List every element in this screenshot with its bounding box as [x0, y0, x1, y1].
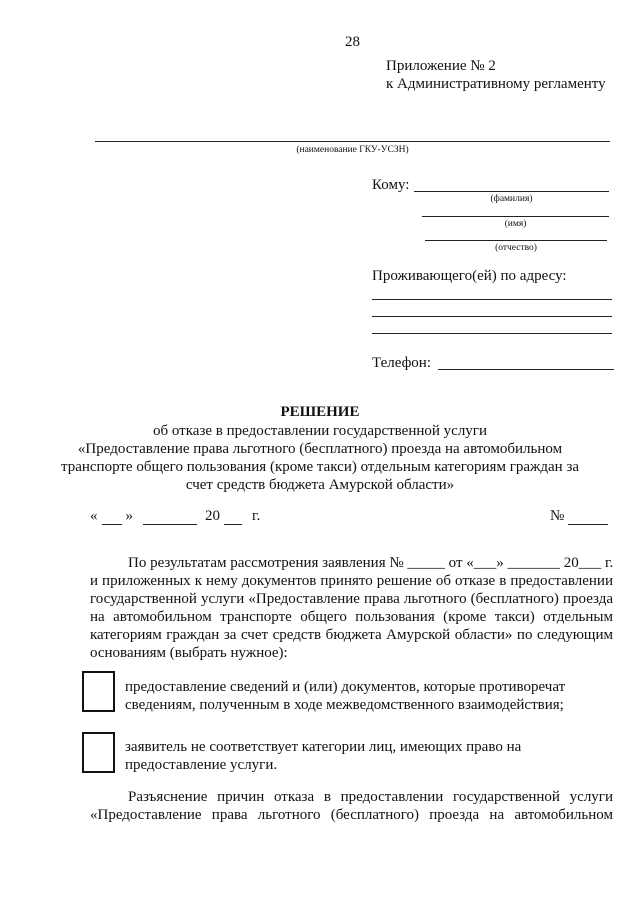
body-line-1: По результатам рассмотрения заявления № _____ от «___» _______ 20___ г. [128, 555, 614, 571]
to-label: Кому: [372, 177, 410, 193]
decision-number [550, 507, 608, 525]
org-name-caption: (наименование ГКУ-УСЗН) [296, 145, 409, 155]
option-2-checkbox[interactable] [82, 732, 115, 773]
patronymic-line[interactable] [425, 240, 607, 241]
decision-subtitle-4: счет средств бюджета Амурской области» [185, 477, 455, 493]
name-caption: (имя) [504, 219, 527, 229]
date-year-blank[interactable] [224, 511, 242, 525]
option-2-line-2: предоставление услуги. [125, 757, 278, 773]
address-line-2[interactable] [372, 316, 612, 317]
decision-subtitle-1: об отказе в предоставлении государственной услуги [152, 423, 487, 439]
date-day-blank[interactable] [102, 511, 122, 525]
explanation-line-2: «Предоставление права льготного (бесплатного) проезда на автомобильном [90, 807, 613, 823]
date-quote-open: « [90, 508, 98, 524]
body-line-4: на автомобильном транспорте общего пользования (кроме такси) отдельным [90, 609, 613, 625]
appendix-subtitle: к Административному регламенту [386, 76, 606, 92]
number-blank[interactable] [568, 511, 608, 525]
body-line-3: государственной услуги «Предоставление права льготного (бесплатного) проезда [90, 591, 613, 607]
address-label: Проживающего(ей) по адресу: [372, 268, 567, 284]
option-1-checkbox[interactable] [82, 671, 115, 712]
date-year-suffix: г. [252, 508, 261, 524]
date-month-blank[interactable] [143, 511, 197, 525]
page-number: 28 [345, 34, 360, 50]
option-2-line-1: заявитель не соответствует категории лиц, имеющих право на [125, 739, 522, 755]
decision-title: РЕШЕНИЕ [280, 404, 360, 420]
body-line-6: основаниям (выбрать нужное): [90, 645, 288, 661]
decision-subtitle-3: транспорте общего пользования (кроме такси) отдельным категориям граждан за [60, 459, 580, 475]
date-quote-close: » [125, 508, 133, 524]
body-line-5: категориям граждан за счет средств бюджета Амурской области» по следующим [90, 627, 613, 643]
decision-subtitle-2: «Предоставление права льготного (бесплатного) проезда на автомобильном [77, 441, 563, 457]
address-line-3[interactable] [372, 333, 612, 334]
surname-caption: (фамилия) [490, 194, 533, 204]
explanation-line-1: Разъяснение причин отказа в предоставлении государственной услуги [128, 789, 613, 805]
option-1-line-1: предоставление сведений и (или) документов, которые противоречат [125, 679, 566, 695]
decision-date [90, 507, 260, 525]
org-name-line[interactable] [95, 141, 610, 142]
appendix-title: Приложение № 2 [386, 58, 496, 74]
surname-line[interactable] [414, 191, 609, 192]
phone-line[interactable] [438, 369, 614, 370]
patronymic-caption: (отчество) [495, 243, 537, 253]
phone-label: Телефон: [372, 355, 431, 371]
name-line[interactable] [422, 216, 609, 217]
address-line-1[interactable] [372, 299, 612, 300]
option-1-line-2: сведениям, полученным в ходе межведомственного взаимодействия; [125, 697, 564, 713]
body-line-2: и приложенных к нему документов принято решение об отказе в предоставлении [90, 573, 613, 589]
number-label: № [550, 508, 565, 524]
date-year-prefix: 20 [205, 508, 220, 524]
